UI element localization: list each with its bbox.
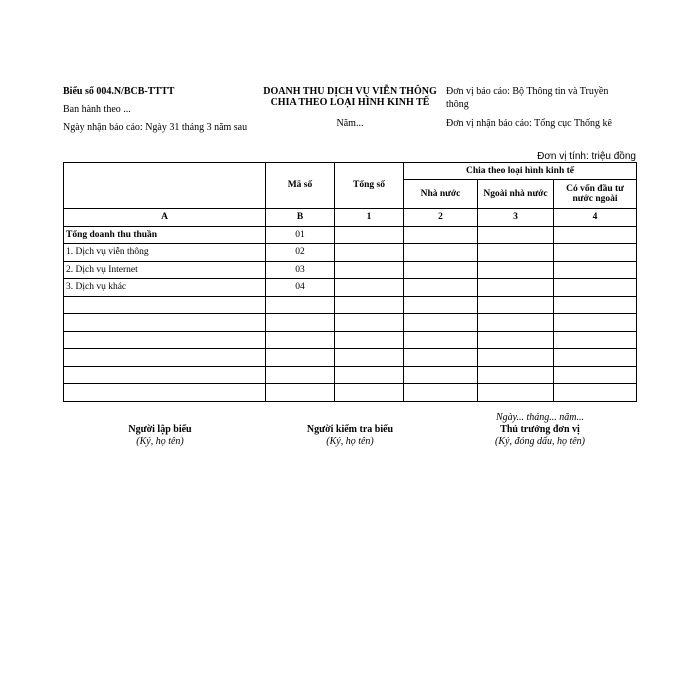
empty-cell[interactable]	[335, 349, 404, 367]
row-label: 3. Dịch vụ khác	[64, 279, 266, 297]
empty-row	[64, 384, 637, 402]
empty-cell[interactable]	[266, 366, 335, 384]
empty-cell[interactable]	[404, 384, 478, 402]
index-cell: 3	[478, 209, 554, 227]
empty-cell[interactable]	[404, 366, 478, 384]
value-cell[interactable]	[478, 226, 554, 244]
empty-cell[interactable]	[335, 331, 404, 349]
receiving-unit: Đơn vị nhận báo cáo: Tổng cục Thống kê	[446, 118, 612, 129]
empty-cell[interactable]	[478, 366, 554, 384]
issued-by: Ban hành theo ...	[63, 104, 131, 115]
header-group: Chia theo loại hình kinh tế	[404, 163, 637, 180]
value-cell[interactable]	[478, 279, 554, 297]
index-cell: A	[64, 209, 266, 227]
value-cell[interactable]	[478, 244, 554, 262]
row-code: 03	[266, 261, 335, 279]
head-note: (Ký, đóng dấu, họ tên)	[495, 436, 585, 447]
row-label: 1. Dịch vụ viễn thông	[64, 244, 266, 262]
header-state: Nhà nước	[404, 180, 478, 209]
empty-cell[interactable]	[335, 384, 404, 402]
value-cell[interactable]	[478, 261, 554, 279]
empty-cell[interactable]	[478, 296, 554, 314]
empty-cell[interactable]	[266, 384, 335, 402]
empty-cell[interactable]	[554, 349, 637, 367]
unit-note: Đơn vị tính: triệu đồng	[537, 151, 636, 162]
table-row	[64, 261, 637, 279]
index-row	[64, 209, 637, 227]
empty-row	[64, 296, 637, 314]
empty-cell[interactable]	[335, 366, 404, 384]
revenue-table	[63, 162, 637, 402]
header-foreign: Có vốn đầu tư nước ngoài	[554, 180, 637, 209]
header-nonstate: Ngoài nhà nước	[478, 180, 554, 209]
empty-cell[interactable]	[64, 349, 266, 367]
form-code: Biểu số 004.N/BCB-TTTT	[63, 86, 175, 97]
empty-cell[interactable]	[266, 296, 335, 314]
empty-cell[interactable]	[554, 296, 637, 314]
value-cell[interactable]	[404, 226, 478, 244]
empty-cell[interactable]	[478, 331, 554, 349]
value-cell[interactable]	[335, 279, 404, 297]
empty-cell[interactable]	[335, 296, 404, 314]
reporting-unit: Đơn vị báo cáo: Bộ Thông tin và Truyền thông	[446, 86, 609, 110]
value-cell[interactable]	[554, 261, 637, 279]
empty-cell[interactable]	[64, 366, 266, 384]
empty-cell[interactable]	[64, 314, 266, 332]
checker-title: Người kiểm tra biểu	[306, 424, 394, 435]
empty-cell[interactable]	[266, 314, 335, 332]
empty-cell[interactable]	[335, 314, 404, 332]
empty-cell[interactable]	[266, 349, 335, 367]
empty-cell[interactable]	[404, 349, 478, 367]
empty-cell[interactable]	[478, 349, 554, 367]
value-cell[interactable]	[335, 226, 404, 244]
empty-cell[interactable]	[404, 314, 478, 332]
empty-row	[64, 366, 637, 384]
receive-date: Ngày nhận báo cáo: Ngày 31 tháng 3 năm sau	[63, 122, 248, 133]
checker-note: (Ký, họ tên)	[326, 436, 374, 447]
empty-cell[interactable]	[554, 314, 637, 332]
report-title-line1: DOANH THU DỊCH VỤ VIỄN THÔNG	[263, 86, 437, 97]
empty-cell[interactable]	[554, 331, 637, 349]
empty-cell[interactable]	[64, 296, 266, 314]
table-row	[64, 226, 637, 244]
header-total: Tổng số	[335, 163, 404, 209]
row-code: 01	[266, 226, 335, 244]
header-row-1	[64, 163, 637, 180]
preparer-title: Người lập biểu	[128, 424, 192, 435]
empty-cell[interactable]	[266, 331, 335, 349]
row-label: 2. Dịch vụ Internet	[64, 261, 266, 279]
empty-cell[interactable]	[404, 331, 478, 349]
row-code: 04	[266, 279, 335, 297]
empty-cell[interactable]	[478, 314, 554, 332]
value-cell[interactable]	[335, 244, 404, 262]
empty-cell[interactable]	[554, 384, 637, 402]
empty-row	[64, 314, 637, 332]
value-cell[interactable]	[554, 244, 637, 262]
index-cell: 2	[404, 209, 478, 227]
value-cell[interactable]	[404, 261, 478, 279]
table-row	[64, 244, 637, 262]
empty-cell[interactable]	[554, 366, 637, 384]
table-row	[64, 279, 637, 297]
value-cell[interactable]	[554, 279, 637, 297]
index-cell: 4	[554, 209, 637, 227]
row-code: 02	[266, 244, 335, 262]
index-cell: B	[266, 209, 335, 227]
empty-row	[64, 349, 637, 367]
value-cell[interactable]	[554, 226, 637, 244]
empty-cell[interactable]	[404, 296, 478, 314]
header-blank-cell	[64, 163, 266, 209]
preparer-note: (Ký, họ tên)	[136, 436, 184, 447]
empty-row	[64, 331, 637, 349]
value-cell[interactable]	[335, 261, 404, 279]
row-label: Tổng doanh thu thuần	[64, 226, 266, 244]
value-cell[interactable]	[404, 279, 478, 297]
value-cell[interactable]	[404, 244, 478, 262]
header-code: Mã số	[266, 163, 335, 209]
signature-date: Ngày... tháng... năm...	[495, 412, 585, 423]
head-title: Thủ trưởng đơn vị	[500, 424, 580, 435]
empty-cell[interactable]	[64, 384, 266, 402]
index-cell: 1	[335, 209, 404, 227]
report-title-line2: CHIA THEO LOẠI HÌNH KINH TẾ	[270, 97, 430, 108]
empty-cell[interactable]	[478, 384, 554, 402]
empty-cell[interactable]	[64, 331, 266, 349]
report-year: Năm...	[336, 118, 364, 129]
